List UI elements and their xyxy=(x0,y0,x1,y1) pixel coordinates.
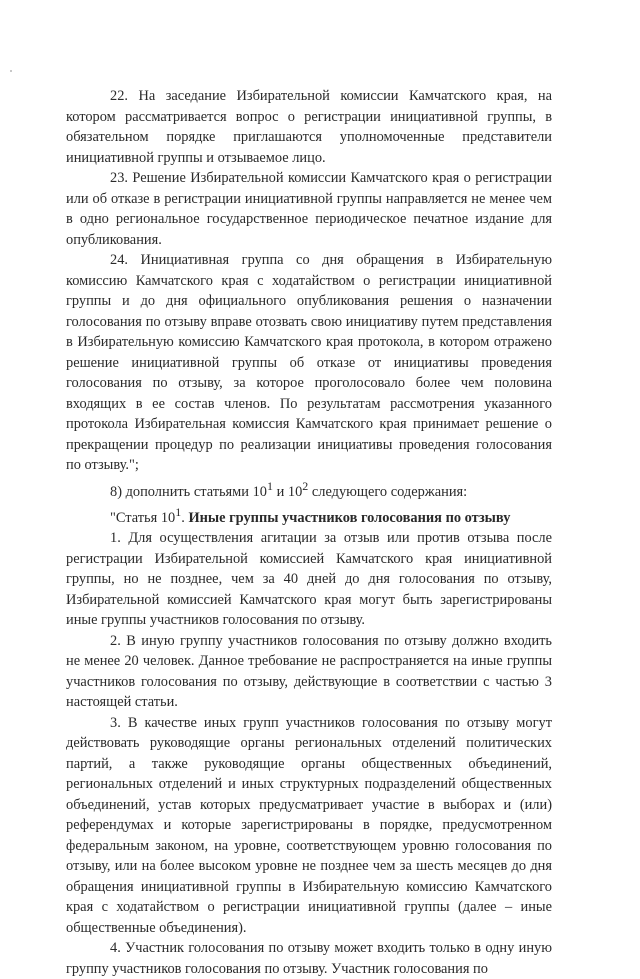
clause-1: 1. Для осуществления агитации за отзыв или против отзыва после регистрации Избирательной комиссией Камчатского края инициативной группы, но не позднее, чем за 40 дней до дня голосования по отзыву, Избирательной комиссией Камчатского края могут быть зарегистрированы иные группы участников голосования по отзыву. xyxy=(66,530,552,629)
article-superscript: 1 xyxy=(175,504,182,519)
scan-speck xyxy=(10,70,12,72)
clause-2: 2. В иную группу участников голосования по отзыву должно входить не менее 20 человек. Данное требование не распространяется на иные группы участников голосования по отзыву, действующие в соответствии с частью 3 настоящей статьи. xyxy=(66,632,552,711)
document-body xyxy=(66,86,552,979)
clause-4: 4. Участник голосования по отзыву может входить только в одну иную группу участников голосования по отзыву. Участник голосования по xyxy=(66,940,552,977)
superscript-2: 2 xyxy=(302,478,309,493)
amendment-text-mid: и 10 xyxy=(272,483,303,500)
article-number-dot: . xyxy=(181,509,189,526)
paragraph-22: 22. На заседание Избирательной комиссии Камчатского края, на котором рассматривается вопрос о регистрации инициативной группы, в обязательном порядке приглашаются уполномоченные представители инициативной группы и отзываемое лицо. xyxy=(66,88,552,166)
superscript-1: 1 xyxy=(266,478,273,493)
article-heading xyxy=(66,502,552,528)
article-title: Иные группы участников голосования по отзыву xyxy=(188,509,511,526)
clause-3: 3. В качестве иных групп участников голосования по отзыву могут действовать руководящие органы региональных отделений политических партий, а также руководящие органы общественных объединений, региональных отделений и иных структурных подразделений общественных объединений, устав которых предусматривает участие в выборах и (или) референдумах и которые зарегистрированы в порядке, предусмотренном федеральным законом, на уровне, соответствующем уровню голосования по отзыву, или на более высоком уровне не позднее чем за шесть месяцев до дня обращения инициативной группы в Избирательную комиссию Камчатского края с ходатайством о регистрации инициативной группы (далее – иные общественные объединения). xyxy=(66,714,552,936)
article-number: "Статья 10 xyxy=(110,509,176,526)
paragraph-23: 23. Решение Избирательной комиссии Камчатского края о регистрации или об отказе в регистрации инициативной группы направляется не менее чем в одно региональное государственное периодическое печатное издание для опубликования. xyxy=(66,170,552,248)
paragraph-24: 24. Инициативная группа со дня обращения в Избирательную комиссию Камчатского края с ходатайством о регистрации инициативной группы и до дня официального опубликования решения о назначении голосования по отзыву вправе отозвать свою инициативу путем представления в Избирательную комиссию Камчатского края протокола, в котором отражено решение инициативной группы об отказе от инициативы проведения голосования по отзыву, за которое проголосовало более чем половина входящих в ее состав членов. По результатам рассмотрения указанного протокола Избирательная комиссия Камчатского края принимает решение о прекращении процедур по реализации инициативы проведения голосования по отзыву."; xyxy=(66,252,552,473)
amendment-text-end: следующего содержания: xyxy=(308,483,468,500)
amendment-text-start: 8) дополнить статьями 10 xyxy=(110,483,267,500)
amendment-item-8 xyxy=(66,476,552,502)
